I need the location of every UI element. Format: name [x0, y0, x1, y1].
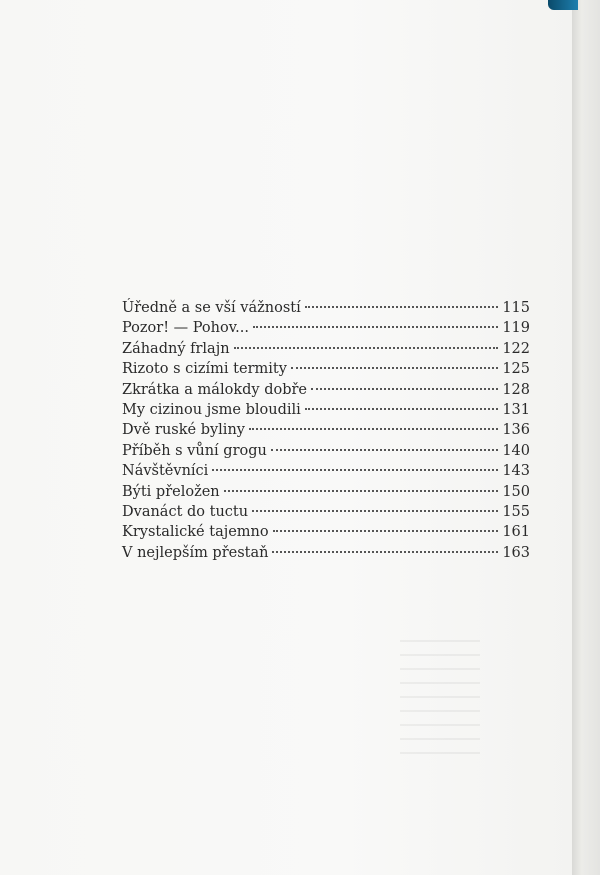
toc-entry: [122, 380, 530, 400]
dot-leader: [305, 306, 499, 308]
toc-entry: [122, 461, 530, 481]
toc-entry-page: 128: [502, 381, 530, 398]
toc-entry: [122, 420, 530, 440]
toc-entry-title: V nejlepším přestaň: [122, 544, 269, 561]
toc-entry-title: Zkrátka a málokdy dobře: [122, 381, 307, 398]
toc-entry-page: 155: [502, 503, 530, 520]
toc-entry-page: 163: [502, 544, 530, 561]
dot-leader: [272, 551, 498, 553]
book-spine: [572, 0, 600, 875]
toc-entry-page: 119: [502, 320, 530, 337]
toc-entry-title: Návštěvníci: [122, 463, 209, 480]
toc-entry-page: 140: [502, 442, 530, 459]
toc-entry: [122, 318, 530, 338]
toc-entry-page: 122: [502, 340, 530, 357]
toc-entry: [122, 339, 530, 359]
toc-entry-page: 125: [502, 361, 530, 378]
toc-entry-title: Úředně a se vší vážností: [122, 300, 301, 316]
toc-entry: [122, 543, 530, 563]
dot-leader: [249, 428, 498, 430]
toc-entry-title: Krystalické tajemno: [122, 524, 269, 541]
toc-entry-page: 143: [502, 463, 530, 480]
dot-leader: [291, 367, 498, 369]
toc-entry-page: 131: [502, 401, 530, 418]
toc-entry-title: Býti přeložen: [122, 483, 220, 500]
toc-entry-page: 115: [502, 300, 530, 316]
toc-entry: [122, 482, 530, 502]
toc-entry-title: Pozor! — Pohov...: [122, 320, 250, 337]
toc-entry-title: Příběh s vůní grogu: [122, 442, 267, 459]
toc-entry-title: Dvě ruské byliny: [122, 422, 245, 439]
dot-leader: [212, 469, 498, 471]
dot-leader: [252, 510, 498, 512]
dot-leader: [224, 490, 499, 492]
toc-entry: [122, 502, 530, 522]
toc-entry-page: 150: [502, 483, 530, 500]
toc-entry: [122, 441, 530, 461]
dot-leader: [273, 530, 499, 532]
toc-entry-page: 136: [502, 422, 530, 439]
dot-leader: [253, 326, 498, 328]
toc-entry-title: Dvanáct do tuctu: [122, 503, 249, 520]
dot-leader: [305, 408, 499, 410]
show-through-text: [400, 640, 480, 760]
toc-entry-title: Záhadný frlajn: [122, 340, 230, 357]
toc-entry: [122, 359, 530, 379]
cover-edge-mark: [548, 0, 578, 10]
dot-leader: [311, 388, 498, 390]
dot-leader: [234, 347, 499, 349]
toc-entry: [122, 522, 530, 542]
toc-entry-title: Rizoto s cizími termity: [122, 361, 287, 378]
dot-leader: [271, 449, 498, 451]
toc-entry: [122, 298, 530, 318]
toc-entry: [122, 400, 530, 420]
table-of-contents: [122, 298, 530, 563]
toc-entry-title: My cizinou jsme bloudili: [122, 401, 301, 418]
toc-entry-page: 161: [502, 524, 530, 541]
